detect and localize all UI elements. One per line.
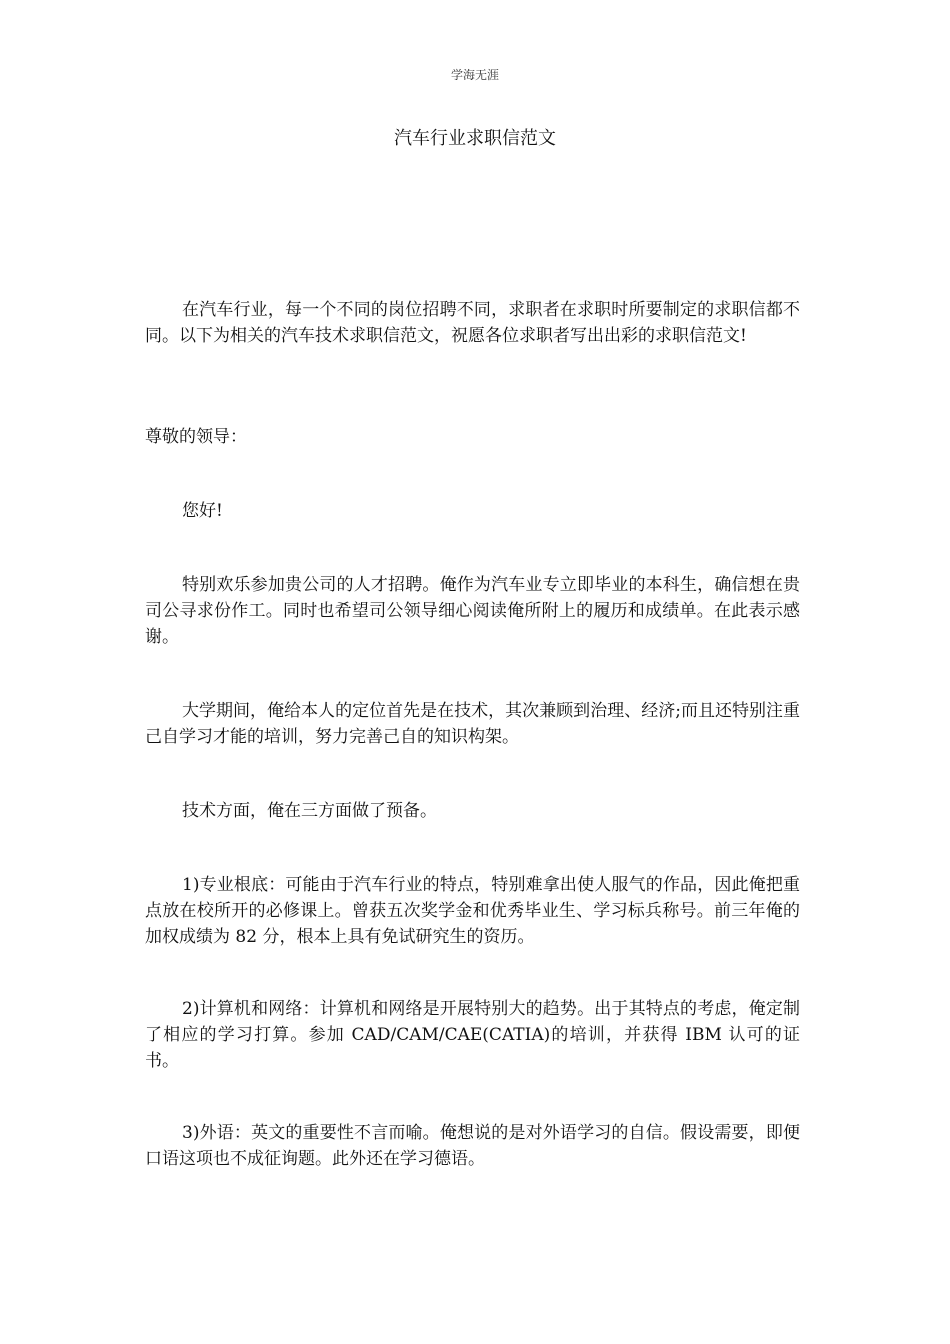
page-header: 学海无涯 bbox=[450, 68, 499, 82]
paragraph-item-2: 2)计算机和网络：计算机和网络是开展特别大的趋势。出于其特点的考虑，俺定制了相应的学习打算。参加 CAD/CAM/CAE(CATIA)的培训，并获得 IBM 认可的证书。 bbox=[145, 999, 800, 1071]
paragraph-application: 特别欢乐参加贵公司的人才招聘。俺作为汽车业专立即毕业的本科生，确信想在贵司公寻求份作工。同时也希望司公领导细心阅读俺所附上的履历和成绩单。在此表示感谢。 bbox=[145, 575, 800, 647]
paragraph-item-1: 1)专业根底：可能由于汽车行业的特点，特别难拿出使人服气的作品，因此俺把重点放在校所开的必修课上。曾获五次奖学金和优秀毕业生、学习标兵称号。前三年俺的加权成绩为 82 分，根本上具有免试研究生的资历。 bbox=[145, 875, 800, 947]
paragraph-greeting: 您好! bbox=[182, 501, 223, 521]
document-title: 汽车行业求职信范文 bbox=[394, 128, 556, 149]
paragraph-salutation: 尊敬的领导： bbox=[145, 427, 247, 447]
paragraph-technical: 技术方面，俺在三方面做了预备。 bbox=[182, 801, 437, 821]
paragraph-intro: 在汽车行业，每一个不同的岗位招聘不同，求职者在求职时所要制定的求职信都不同。以下为相关的汽车技术求职信范文，祝愿各位求职者写出出彩的求职信范文! bbox=[145, 300, 800, 346]
paragraph-university: 大学期间，俺给本人的定位首先是在技术，其次兼顾到治理、经济;而且还特别注重己自学习才能的培训，努力完善己自的知识构架。 bbox=[145, 701, 800, 747]
paragraph-item-3: 3)外语：英文的重要性不言而喻。俺想说的是对外语学习的自信。假设需要，即便口语这项也不成征询题。此外还在学习德语。 bbox=[145, 1123, 800, 1169]
